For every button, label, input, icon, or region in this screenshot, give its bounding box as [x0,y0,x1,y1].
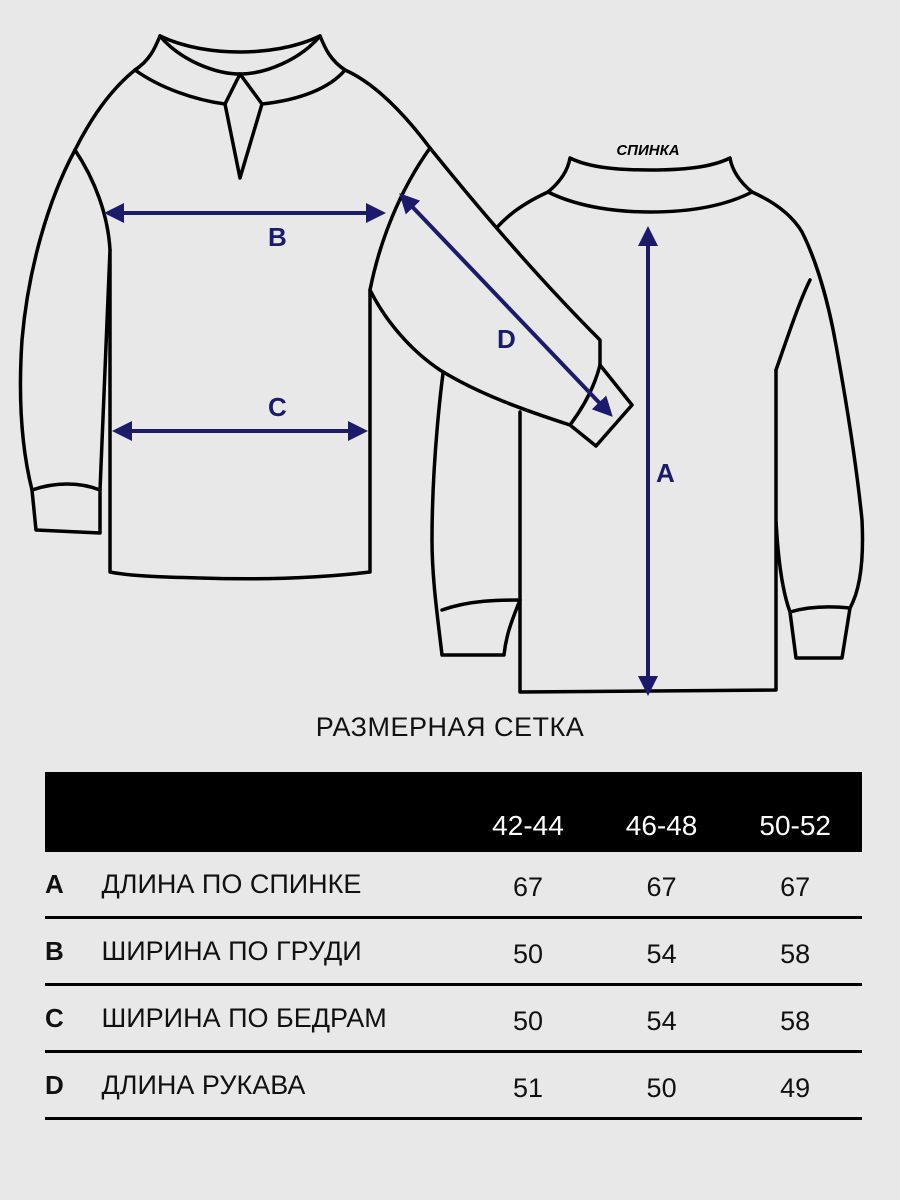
dim-letter-c: C [268,392,287,422]
back-view-label: СПИНКА [616,142,680,159]
size-chart-title: РАЗМЕРНАЯ СЕТКА [315,712,585,742]
row-value: 58 [728,918,862,985]
row-measurement-name: ДЛИНА РУКАВА [102,1052,462,1119]
size-table-header [45,772,862,852]
row-value: 58 [728,985,862,1052]
header-size-50-52: 50-52 [728,772,862,852]
row-value: 50 [595,1052,729,1119]
dim-letter-b: B [268,222,287,252]
row-value: 54 [595,985,729,1052]
row-value: 50 [461,985,595,1052]
row-value: 67 [728,852,862,918]
row-measurement-name: ШИРИНА ПО ГРУДИ [102,918,462,985]
row-value: 51 [461,1052,595,1119]
table-row [45,918,862,985]
dim-letter-d: D [497,324,516,354]
table-row [45,985,862,1052]
header-size-46-48: 46-48 [595,772,729,852]
row-letter: B [45,918,102,985]
row-letter: D [45,1052,102,1119]
row-value: 67 [461,852,595,918]
row-value: 67 [595,852,729,918]
row-letter: A [45,852,102,918]
row-measurement-name: ШИРИНА ПО БЕДРАМ [102,985,462,1052]
row-value: 49 [728,1052,862,1119]
header-blank [45,772,102,852]
row-value: 50 [461,918,595,985]
header-size-42-44: 42-44 [461,772,595,852]
row-value: 54 [595,918,729,985]
row-letter: C [45,985,102,1052]
dim-letter-a: A [656,458,675,488]
size-table [45,772,862,1120]
row-measurement-name: ДЛИНА ПО СПИНКЕ [102,852,462,918]
table-row [45,1052,862,1119]
header-blank [102,772,462,852]
table-row [45,852,862,918]
